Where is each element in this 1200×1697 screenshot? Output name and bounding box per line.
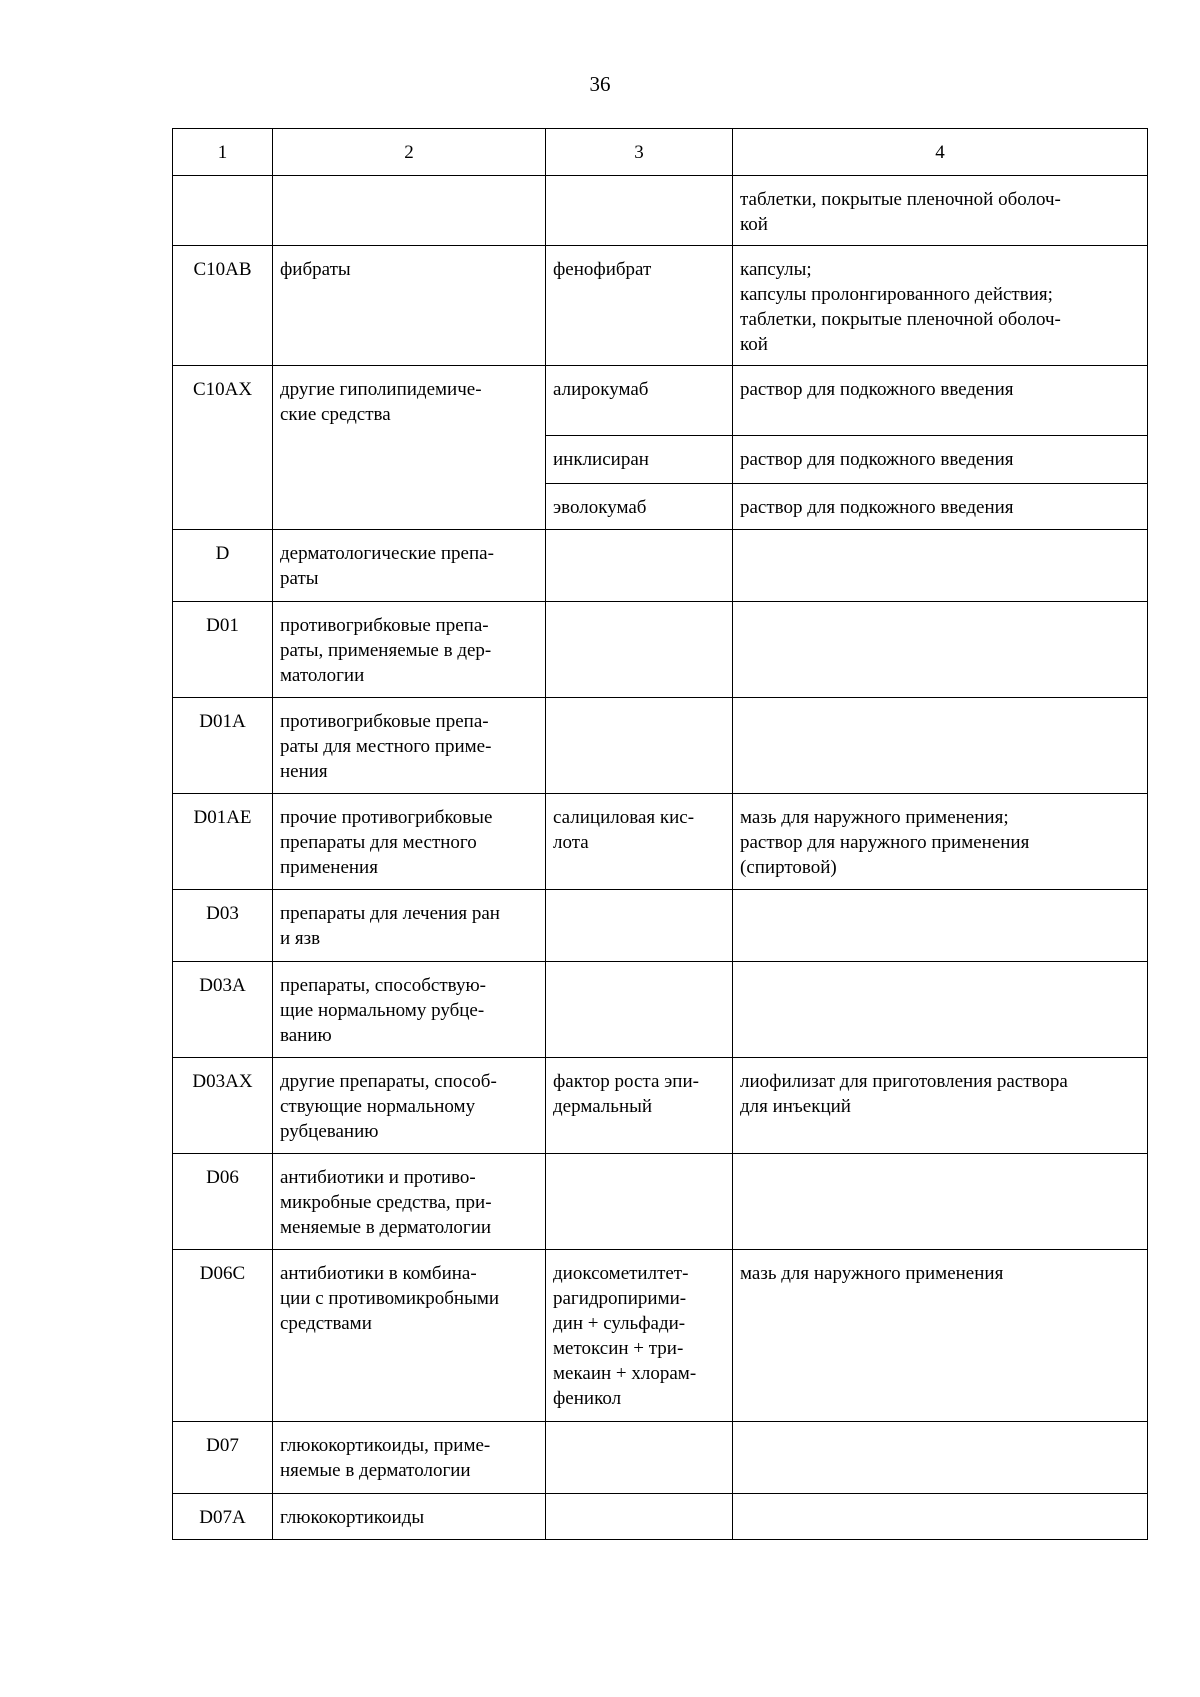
- group-cell: глюкокортикоиды, приме- няемые в дерматологии: [273, 1422, 546, 1494]
- form-cell: [733, 530, 1148, 602]
- atc-code-cell: D07A: [173, 1494, 273, 1540]
- drug-cell: алирокумаб: [546, 366, 733, 436]
- table-row: [173, 962, 1148, 1058]
- drug-cell: [546, 698, 733, 794]
- drug-cell: [546, 530, 733, 602]
- table-row: [173, 794, 1148, 890]
- atc-code-cell: D01A: [173, 698, 273, 794]
- table-row: [173, 1154, 1148, 1250]
- group-cell: препараты, способствую- щие нормальному рубце- ванию: [273, 962, 546, 1058]
- drug-cell: салициловая кис- лота: [546, 794, 733, 890]
- drug-cell: [546, 1154, 733, 1250]
- drug-cell: [546, 1422, 733, 1494]
- table-row: [173, 1250, 1148, 1422]
- drug-cell: [546, 962, 733, 1058]
- atc-code-cell: C10AB: [173, 246, 273, 366]
- header-cell: 1: [173, 129, 273, 176]
- group-cell: дерматологические препа- раты: [273, 530, 546, 602]
- group-cell: прочие противогрибковые препараты для местного применения: [273, 794, 546, 890]
- drug-cell: [546, 1494, 733, 1540]
- atc-code-cell: D03AX: [173, 1058, 273, 1154]
- table-row: [173, 176, 1148, 246]
- table-row: [173, 890, 1148, 962]
- form-cell: раствор для подкожного введения: [733, 484, 1148, 530]
- group-cell: антибиотики и противо- микробные средства, при- меняемые в дерматологии: [273, 1154, 546, 1250]
- table-row: [173, 1058, 1148, 1154]
- atc-code-cell: D03A: [173, 962, 273, 1058]
- drug-cell: [546, 176, 733, 246]
- atc-code-cell: D03: [173, 890, 273, 962]
- form-cell: [733, 1154, 1148, 1250]
- atc-code-cell: D: [173, 530, 273, 602]
- form-cell: раствор для подкожного введения: [733, 366, 1148, 436]
- table-row: [173, 530, 1148, 602]
- group-cell: противогрибковые препа- раты для местного приме- нения: [273, 698, 546, 794]
- group-cell: фибраты: [273, 246, 546, 366]
- atc-code-cell: D06C: [173, 1250, 273, 1422]
- form-cell: мазь для наружного применения: [733, 1250, 1148, 1422]
- form-cell: [733, 1422, 1148, 1494]
- form-cell: раствор для подкожного введения: [733, 436, 1148, 484]
- table-row: [173, 1494, 1148, 1540]
- drug-cell: фенофибрат: [546, 246, 733, 366]
- drug-cell: [546, 602, 733, 698]
- form-cell: капсулы; капсулы пролонгированного действия; таблетки, покрытые пленочной оболоч- кой: [733, 246, 1148, 366]
- table-row: [173, 698, 1148, 794]
- group-cell: препараты для лечения ран и язв: [273, 890, 546, 962]
- drug-cell: инклисиран: [546, 436, 733, 484]
- atc-code-cell: D01: [173, 602, 273, 698]
- drug-table: [172, 128, 1148, 1540]
- form-cell: [733, 962, 1148, 1058]
- atc-code-cell: D01AE: [173, 794, 273, 890]
- group-cell: антибиотики в комбина- ции с противомикробными средствами: [273, 1250, 546, 1422]
- header-cell: 2: [273, 129, 546, 176]
- table-row: [173, 602, 1148, 698]
- group-cell: [273, 176, 546, 246]
- atc-code-cell: C10AX: [173, 366, 273, 530]
- atc-code-cell: [173, 176, 273, 246]
- form-cell: [733, 890, 1148, 962]
- group-cell: противогрибковые препа- раты, применяемые в дер- матологии: [273, 602, 546, 698]
- header-cell: 4: [733, 129, 1148, 176]
- atc-code-cell: D07: [173, 1422, 273, 1494]
- form-cell: таблетки, покрытые пленочной оболоч- кой: [733, 176, 1148, 246]
- table-row: [173, 366, 1148, 436]
- table-header-row: [173, 129, 1148, 176]
- form-cell: [733, 698, 1148, 794]
- group-cell: другие гиполипидемиче- ские средства: [273, 366, 546, 530]
- drug-cell: диоксометилтет- рагидропирими- дин + сульфади- метоксин + три- мекаин + хлорам- феникол: [546, 1250, 733, 1422]
- form-cell: лиофилизат для приготовления раствора для инъекций: [733, 1058, 1148, 1154]
- group-cell: другие препараты, способ- ствующие нормальному рубцеванию: [273, 1058, 546, 1154]
- table-row: [173, 1422, 1148, 1494]
- form-cell: мазь для наружного применения; раствор для наружного применения (спиртовой): [733, 794, 1148, 890]
- group-cell: глюкокортикоиды: [273, 1494, 546, 1540]
- drug-cell: фактор роста эпи- дермальный: [546, 1058, 733, 1154]
- form-cell: [733, 602, 1148, 698]
- atc-code-cell: D06: [173, 1154, 273, 1250]
- page-number: 36: [589, 72, 611, 96]
- drug-cell: эволокумаб: [546, 484, 733, 530]
- header-cell: 3: [546, 129, 733, 176]
- drug-cell: [546, 890, 733, 962]
- form-cell: [733, 1494, 1148, 1540]
- table-row: [173, 246, 1148, 366]
